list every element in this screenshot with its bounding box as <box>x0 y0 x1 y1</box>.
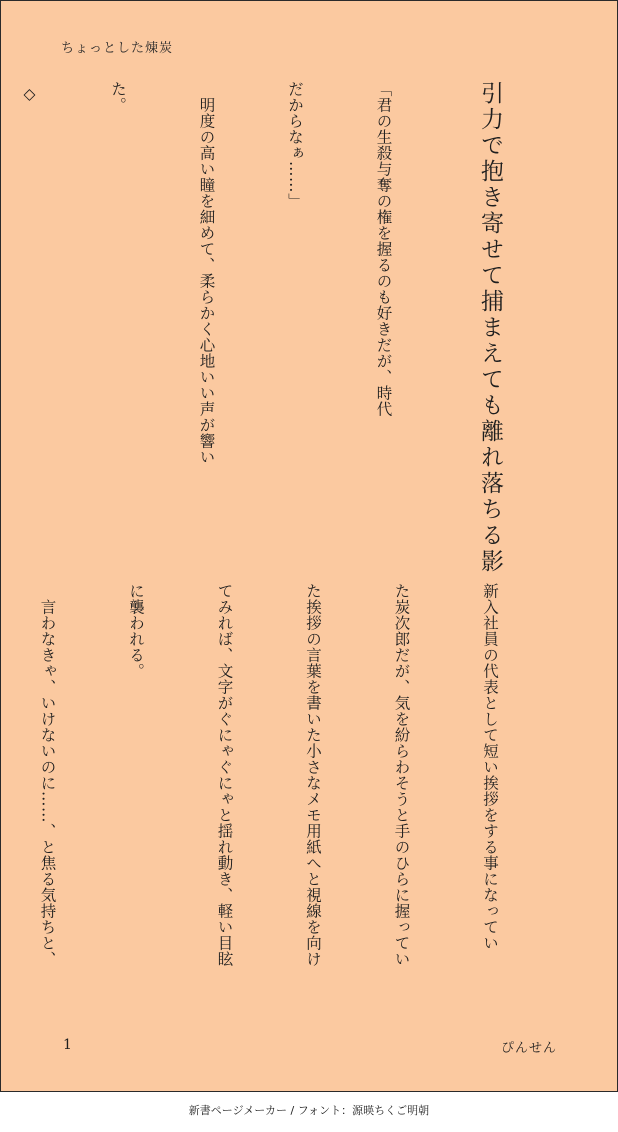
text-line: た挨拶の言葉を書いた小さなメモ用紙へと視線を向け <box>304 583 322 967</box>
credit-line: 新書ページメーカー / フォント：源暎ちくご明朝 <box>188 1104 430 1117</box>
page-number: 1 <box>63 1037 72 1053</box>
text-line: だからなぁ……」 <box>286 81 304 209</box>
author-name: ぴんせん <box>500 1041 557 1056</box>
lower-text-block <box>38 583 563 1003</box>
text-line: 「君の生殺与奪の権を握るのも好きだが、時代 <box>374 81 393 417</box>
text-line: 明度の高い瞳を細めて、柔らかく心地いい声が響い <box>197 96 216 465</box>
text-line: た。 <box>109 81 127 113</box>
upper-text-block <box>20 81 563 575</box>
text-line: 新入社員の代表として短い挨拶をする事になってい <box>481 583 499 951</box>
text-line: に襲われる。 <box>127 583 145 679</box>
section-separator: ◇ <box>20 85 39 104</box>
text-line: てみれば、文字がぐにゃぐにゃと揺れ動き、軽い目眩 <box>215 583 234 967</box>
text-line: 言わなきゃ、いけないのに……、と焦る気持ちと、 <box>38 598 57 967</box>
running-header: ちょっとした煉炭 <box>61 41 174 56</box>
text-line: た炭次郎だが、気を紛らわそうと手のひらに握ってい <box>392 583 411 967</box>
chapter-title: 引力で抱き寄せて捕まえても離れ落ちる影 <box>477 81 503 575</box>
